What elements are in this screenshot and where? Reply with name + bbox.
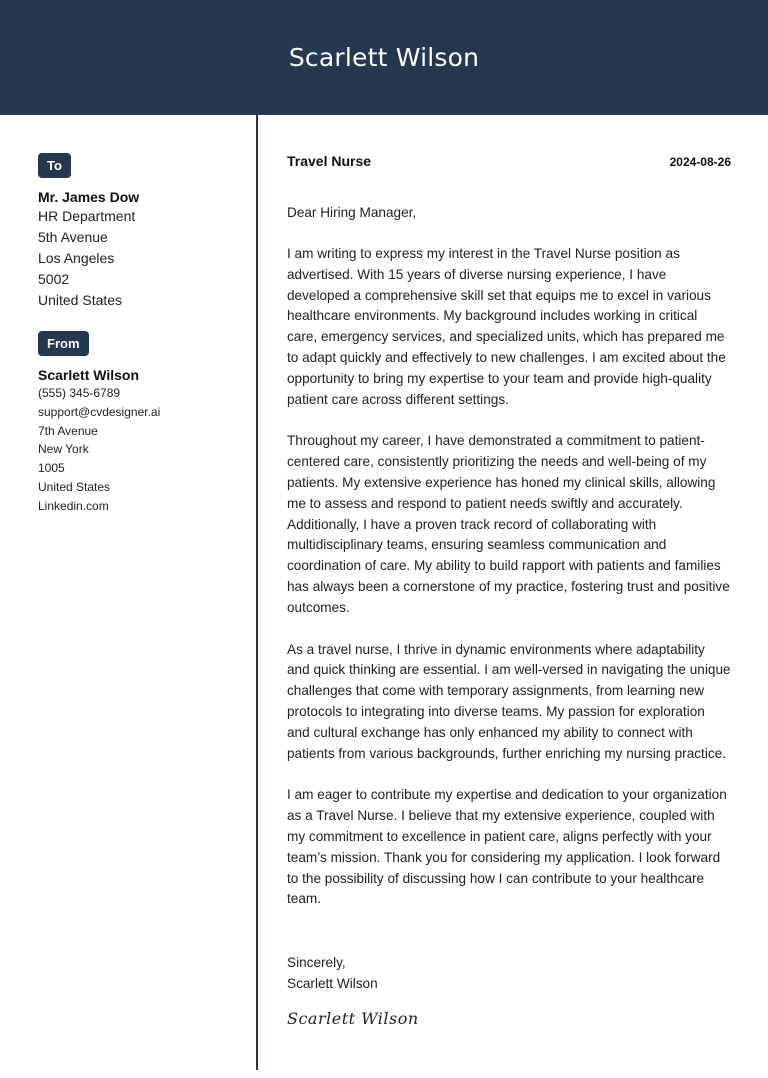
recipient-department: HR Department [38,208,136,224]
closing-name: Scarlett Wilson [287,975,378,991]
sender-email: support@cvdesigner.ai [38,404,161,419]
recipient-street: 5th Avenue [38,229,108,245]
from-badge: From [38,331,89,356]
recipient-country: United States [38,292,123,308]
paragraph-2: Throughout my career, I have demonstrated a commitment to patient-centered care, consistently prioritizing the needs and well-being of my patients. My extensive experience has honed my clinical skills, allowing me to assess and respond to patient needs swiftly and accurately. Additionally, I have a proven track record of collaborating with multidisciplinary teams, ensuring seamless communication and coordination of care. My ability to build rapport with patients and families has always been a cornerstone of my practice, fostering trust and positive outcomes. [287,433,730,615]
letter-body [287,153,731,1028]
recipient-city: Los Angeles [38,250,115,266]
closing-phrase: Sincerely, [287,955,346,971]
sender-phone: (555) 345-6789 [38,386,121,400]
paragraph-3: As a travel nurse, I thrive in dynamic environments where adaptability and quick thinking are essential. I am well-versed in navigating the unique challenges that come with temporary assignments, from learning new protocols to integrating into diverse teams. My passion for exploration and cultural exchange has only enhanced my ability to connect with patients from various backgrounds, further enriching my nursing practice. [287,641,731,761]
greeting: Dear Hiring Manager, [287,205,417,220]
sender-website: Linkedin.com [38,498,109,513]
paragraph-1: I am writing to express my interest in the Travel Nurse position as advertised. With 15 years of diverse nursing experience, I have developed a comprehensive skill set that equips me to excel in various healthcare environments. My background includes working in critical care, emergency services, and specialized units, which has prepared me to adapt quickly and effectively to new challenges. I am excited about the opportunity to bring my expertise to your team and provide high-quality patient care across different settings. [287,246,726,407]
sender-street: 7th Avenue [38,423,98,438]
to-badge: To [38,153,71,178]
page-header [0,0,768,115]
recipient-name: Mr. James Dow [38,189,140,205]
closing [287,953,731,995]
job-title: Travel Nurse [287,153,372,169]
vertical-divider [256,115,258,1070]
sender-city: New York [38,442,89,457]
signature: Scarlett Wilson [287,1008,419,1028]
letter-date: 2024-08-26 [669,155,731,169]
recipient-postcode: 5002 [38,271,70,287]
sender-name: Scarlett Wilson [38,367,140,383]
sender-country: United States [38,479,111,494]
header-name: Scarlett Wilson [288,43,480,72]
letter-topline [287,153,731,169]
contact-column [38,153,243,516]
sender-postcode: 1005 [38,461,65,476]
paragraph-4: I am eager to contribute my expertise and dedication to your organization as a Travel Nurse. I believe that my extensive experience, coupled with my commitment to excellence in patient care, aligns perfectly with your team’s mission. Thank you for considering my application. I look forward to the possibility of discussing how I can contribute to your healthcare team. [287,787,727,907]
